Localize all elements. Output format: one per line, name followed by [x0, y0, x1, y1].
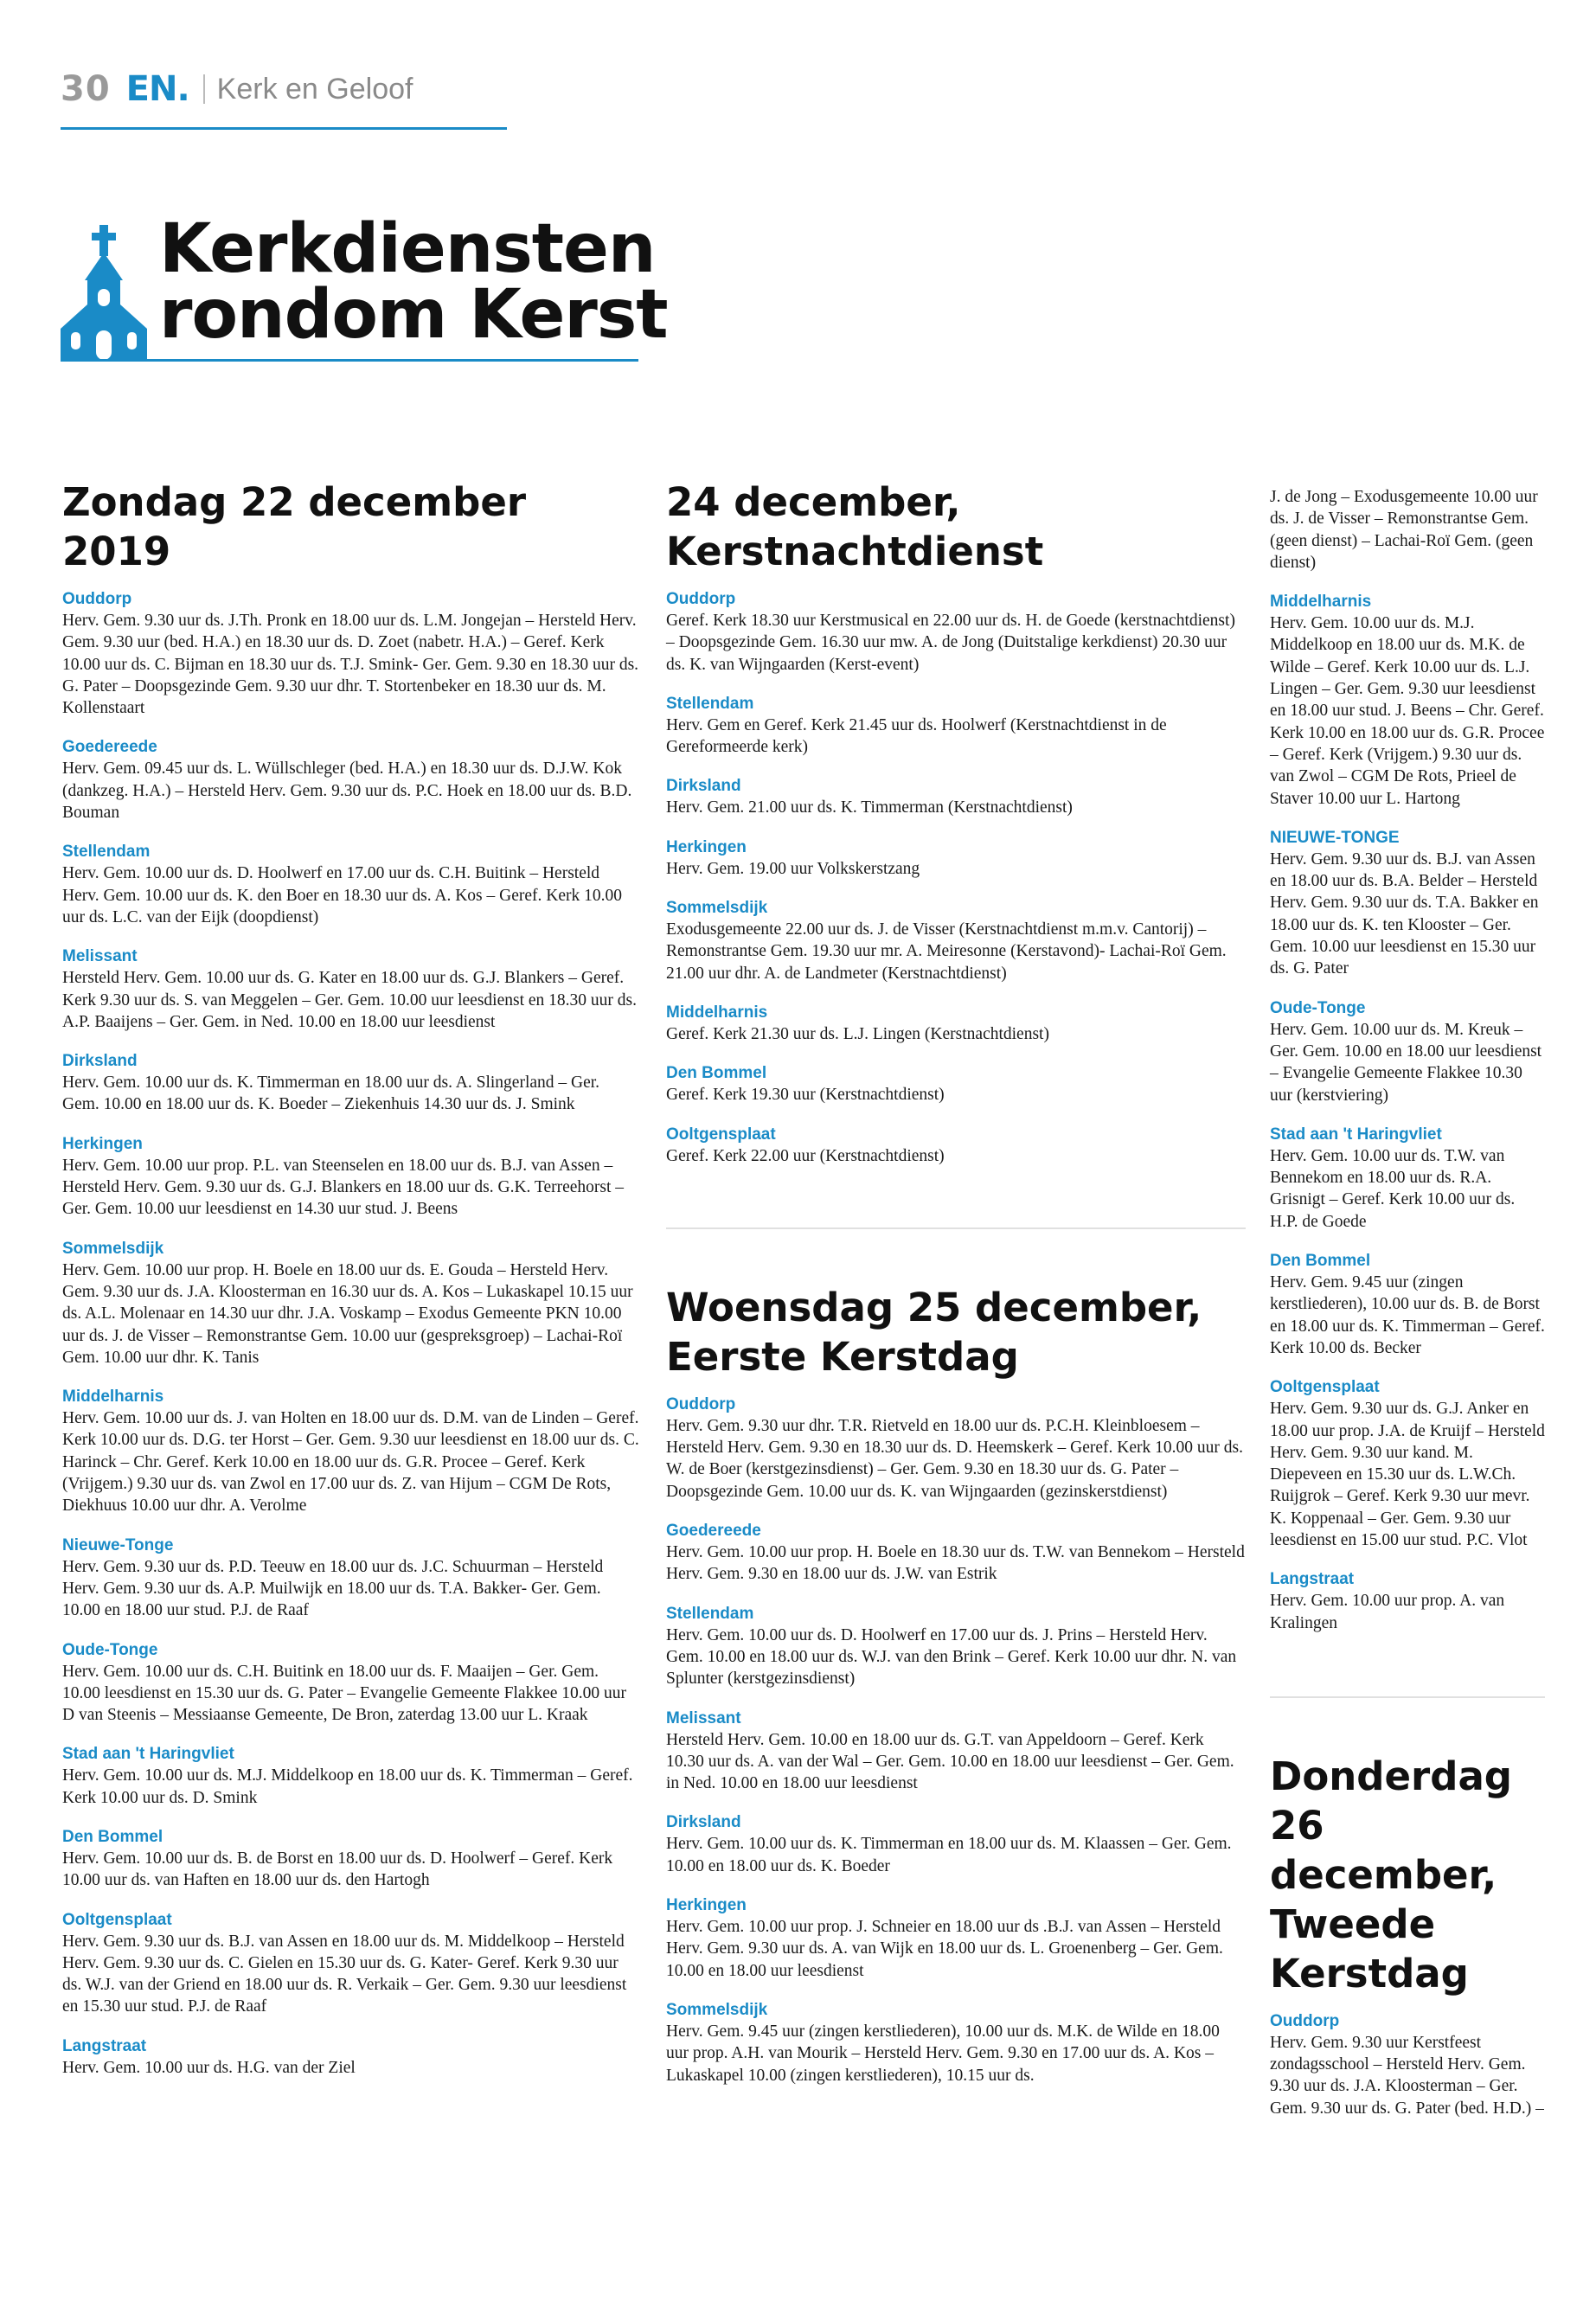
- service-text: Herv. Gem. 9.30 uur ds. G.J. Anker en 18.00 uur prop. J.A. de Kruijf – Hersteld Herv. Gem. 9.30 uur kand. M. Diepeveen en 15.30 uur ds. L.W.Ch. Ruijgrok – Geref. Kerk 9.30 uur mevr. K. Koppenaal – Ger. Gem. 9.30 uur leesdienst en 15.00 uur stud. P.C. Vlot: [1270, 1400, 1545, 1549]
- town-name: Stad aan 't Haringvliet: [62, 1745, 234, 1764]
- list-item: [62, 841, 640, 928]
- heading-line: Donderdag: [1270, 1753, 1513, 1799]
- service-text: Herv. Gem. 9.30 uur dhr. T.R. Rietveld en 18.00 uur ds. P.C.H. Kleinbloesem – Hersteld Herv. Gem. 9.30 en 18.30 uur ds. D. Heemskerk – Geref. Kerk 10.00 uur ds. W. de Boer (kerstgezinsdienst) – Ger. Gem. 9.30 en 18.30 uur ds. G. Pater – Doopsgezinde Gem. 10.00 uur ds. K. van Wijngaarden (gezinskerstdienst): [666, 1416, 1243, 1501]
- town-name: Ooltgensplaat: [62, 1910, 172, 1929]
- heading-christmas-eve: [666, 478, 1246, 576]
- page-title-line-2: rondom Kerst: [159, 276, 668, 354]
- list-item: [666, 1520, 1246, 1586]
- service-text: Herv. Gem. 21.00 uur ds. K. Timmerman (Kerstnachtdienst): [666, 798, 1073, 817]
- title-block: [61, 210, 668, 363]
- town-name: Dirksland: [62, 1052, 138, 1071]
- list-item: [1270, 1250, 1545, 1359]
- service-text: Herv. Gem. 10.00 uur ds. D. Hoolwerf en 17.00 uur ds. J. Prins – Hersteld Herv. Gem. 10.00 en 18.00 uur ds. W.J. van den Brink – Geref. Kerk 10.00 uur dhr. N. van Splunter (kerstgezinsdienst): [666, 1625, 1237, 1689]
- heading-second-christmas-day: [1270, 1752, 1545, 1998]
- brand-logo[interactable]: EN.: [125, 69, 189, 109]
- heading-line: Kerstnachtdienst: [666, 529, 1044, 574]
- column-continued: [1270, 486, 1545, 2137]
- list-item: [666, 836, 1246, 880]
- section-divider: [666, 1227, 1246, 1229]
- service-text: Geref. Kerk 22.00 uur (Kerstnachtdienst): [666, 1146, 945, 1165]
- heading-line: Eerste Kerstdag: [666, 1333, 1019, 1380]
- heading-line: Kerstdag: [1270, 1950, 1469, 1997]
- town-name: Langstraat: [1270, 1570, 1355, 1589]
- service-text: Herv. Gem. 19.00 uur Volkskerstzang: [666, 859, 920, 878]
- town-name: Sommelsdijk: [62, 1239, 164, 1258]
- service-text-continued: J. de Jong – Exodusgemeente 10.00 uur ds. J. de Visser – Remonstrantse Gem. (geen dienst) – Lachai-Roï Gem. (geen dienst): [1270, 488, 1538, 572]
- list-item: [1270, 1376, 1545, 1551]
- town-name: Goedereede: [666, 1522, 761, 1541]
- service-text: Herv. Gem. 9.45 uur (zingen kerstliederen), 10.00 uur ds. M.K. de Wilde en 18.00 uur prop. A.H. van Mourik – Hersteld Herv. Gem. 9.30 en 17.00 uur ds. A. Kos – Lukaskapel 10.00 (zingen kerstliederen), 10.15 uur ds.: [666, 2022, 1220, 2085]
- town-name: Nieuwe-Tonge: [62, 1535, 174, 1554]
- list-item: [666, 775, 1246, 818]
- service-text: Hersteld Herv. Gem. 10.00 en 18.00 uur ds. G.T. van Appeldoorn – Geref. Kerk 10.30 uur ds. A. van der Wal – Ger. Gem. 10.00 en 18.00 uur leesdienst – Ger. Gem. in Ned. 10.00 en 18.00 uur leesdienst: [666, 1730, 1234, 1793]
- town-name: Sommelsdijk: [666, 2000, 768, 2019]
- service-text: Herv. Gem. 9.30 uur ds. B.J. van Assen en 18.00 uur ds. M. Middelkoop – Hersteld Herv. Gem. 9.30 uur ds. C. Gielen en 15.30 uur ds. G. Kater- Geref. Kerk 9.30 uur ds. W.J. van der Griend en 18.00 uur ds. R. Verkaik – Ger. Gem. 9.30 uur leesdienst en 15.30 uur stud. P.J. de Raaf: [62, 1932, 627, 2016]
- list-item: [62, 1639, 640, 1727]
- list-item: [62, 1535, 640, 1622]
- service-text: Herv. Gem. 10.00 uur ds. J. van Holten en 18.00 uur ds. D.M. van de Linden – Geref. Kerk 10.00 uur ds. D.G. ter Horst – Ger. Gem. 9.30 uur leesdienst en 18.00 uur ds. C. Harinck – Chr. Geref. Kerk 10.00 en 18.00 uur ds. G.R. Procee – Geref. Kerk (Vrijgem.) 9.30 uur ds. van Zwol en 17.00 uur ds. Z. van Hijum – CGM De Rots, Diekhuus 10.00 uur dhr. A. Verolme: [62, 1409, 639, 1516]
- list-item: [666, 897, 1246, 984]
- list-item: [666, 693, 1246, 759]
- column-sunday: [62, 478, 640, 2096]
- town-name: Stad aan 't Haringvliet: [1270, 1125, 1442, 1144]
- list-item: [62, 1909, 640, 2018]
- town-name: Dirksland: [666, 1813, 741, 1832]
- list-item: [666, 1062, 1246, 1106]
- list-item: [62, 2035, 640, 2079]
- town-name: Den Bommel: [62, 1827, 163, 1846]
- town-name: Melissant: [62, 947, 138, 966]
- town-name: Stellendam: [666, 1604, 754, 1623]
- list-item: [1270, 1124, 1545, 1233]
- title-rule: [61, 359, 638, 362]
- town-name: Middelharnis: [666, 1003, 768, 1022]
- service-text: Herv. Gem. 10.00 uur prop. H. Boele en 18.00 uur ds. E. Gouda – Hersteld Herv. Gem. 9.30 uur ds. J.A. Kloosterman en 16.30 uur ds. A. Kos – Lukaskapel 10.15 uur ds. A.L. Molenaar en 14.30 uur dhr. J.A. Voskamp – Exodus Gemeente PKN 10.00 uur ds. J. de Visser – Remonstrantse Gem. 10.00 uur (gespreksgroep) – Lachai-Roï Gem. 10.00 uur dhr. K. Tanis: [62, 1260, 633, 1367]
- list-item: [1270, 2010, 1545, 2119]
- town-name: Sommelsdijk: [666, 899, 768, 918]
- town-name: Dirksland: [666, 777, 741, 796]
- masthead-divider: [203, 74, 205, 104]
- service-text: Geref. Kerk 18.30 uur Kerstmusical en 22.00 uur ds. H. de Goede (kerstnachtdienst) – Doopsgezinde Gem. 16.30 uur mw. A. de Jong (Duitstalige kerkdienst) 20.30 uur ds. K. van Wijngaarden (Kerst-event): [666, 612, 1235, 674]
- service-text: Herv. Gem. 10.00 uur ds. M. Kreuk – Ger. Gem. 10.00 en 18.00 uur leesdienst – Evangelie Gemeente Flakkee 10.30 uur (kerstviering): [1270, 1020, 1542, 1105]
- list-item: [1270, 997, 1545, 1106]
- town-name: Ouddorp: [666, 1394, 736, 1413]
- town-name: Ooltgensplaat: [1270, 1378, 1380, 1397]
- heading-line: 26 december,: [1270, 1802, 1497, 1898]
- masthead: [61, 67, 413, 111]
- service-text: Herv. Gem. 10.00 uur ds. H.G. van der Ziel: [62, 2058, 356, 2077]
- service-text: Herv. Gem. 10.00 uur prop. J. Schneier en 18.00 uur ds .B.J. van Assen – Hersteld Herv. Gem. 9.30 uur ds. A. van Wijk en 18.00 uur ds. L. Groenenberg – Ger. Gem. 10.00 en 18.00 uur leesdienst: [666, 1918, 1223, 1980]
- service-text: Geref. Kerk 19.30 uur (Kerstnachtdienst): [666, 1086, 945, 1105]
- town-name: Herkingen: [666, 1896, 747, 1915]
- list-item: [1270, 827, 1545, 980]
- service-text: Herv. Gem. 9.30 uur ds. J.Th. Pronk en 18.00 uur ds. L.M. Jongejan – Hersteld Herv. Gem. 9.30 uur (bed. H.A.) en 18.30 uur ds. D. Zoet (nabetr. H.A.) – Geref. Kerk 10.00 uur ds. C. Bijman en 18.30 uur ds. T.J. Smink- Ger. Gem. 9.30 en 18.30 uur ds. G. Pater – Doopsgezinde Gem. 9.30 uur dhr. T. Stortenbeker en 18.30 uur ds. M. Kollenstaart: [62, 612, 639, 718]
- town-name: Ooltgensplaat: [666, 1125, 776, 1144]
- list-item: [62, 1386, 640, 1516]
- heading-line: Woensdag 25 december,: [666, 1284, 1202, 1330]
- list-item: [666, 1394, 1246, 1503]
- list-item: [1270, 1568, 1545, 1634]
- town-name: Den Bommel: [1270, 1252, 1371, 1271]
- town-name: Stellendam: [62, 843, 151, 862]
- list-item: [62, 1826, 640, 1892]
- service-text: Herv. Gem. 09.45 uur ds. L. Wüllschleger (bed. H.A.) en 18.30 uur ds. D.J.W. Kok (dankzeg. H.A.) – Hersteld Herv. Gem. 9.30 uur ds. P.C. Hoek en 18.00 uur ds. B.D. Bouman: [62, 760, 632, 823]
- town-name: Ouddorp: [1270, 2011, 1340, 2030]
- town-name: NIEUWE-TONGE: [1270, 828, 1400, 847]
- service-text: Herv. Gem. 9.30 uur Kerstfeest zondagsschool – Hersteld Herv. Gem. 9.30 uur ds. J.A. Kloosterman – Ger. Gem. 9.30 uur ds. G. Pater (bed. H.D.) –: [1270, 2033, 1544, 2118]
- town-name: Middelharnis: [1270, 593, 1372, 612]
- list-item: [62, 1238, 640, 1368]
- service-text: Herv. Gem. 9.30 uur ds. P.D. Teeuw en 18.00 uur ds. J.C. Schuurman – Hersteld Herv. Gem. 9.30 uur ds. A.P. Muilwijk en 18.00 uur ds. T.A. Bakker- Ger. Gem. 10.00 en 18.00 uur stud. P.J. de Raaf: [62, 1557, 604, 1620]
- town-name: Langstraat: [62, 2036, 147, 2055]
- list-item: [62, 1133, 640, 1221]
- service-text: Herv. Gem. 10.00 uur prop. H. Boele en 18.30 uur ds. T.W. van Bennekom – Hersteld Herv. Gem. 9.30 en 18.00 uur ds. J.W. van Estrik: [666, 1543, 1245, 1584]
- list-item: [666, 1124, 1246, 1167]
- service-text: Exodusgemeente 22.00 uur ds. J. de Visser (Kerstnachtdienst m.m.v. Cantorij) – Remonstrantse Gem. 19.30 uur mr. A. Meiresonne (Kerstavond)- Lachai-Roï Gem. 21.00 uur dhr. A. de Landmeter (Kerstnachtdienst): [666, 920, 1227, 983]
- list-item: [666, 1811, 1246, 1877]
- list-item: [666, 1708, 1246, 1795]
- service-text: Herv. Gem. 10.00 uur ds. K. Timmerman en 18.00 uur ds. A. Slingerland – Ger. Gem. 10.00 en 18.00 uur ds. K. Boeder – Ziekenhuis 14.30 uur ds. J. Smink: [62, 1074, 600, 1114]
- heading-line: 24 december,: [666, 479, 961, 525]
- town-name: Herkingen: [666, 837, 747, 856]
- service-text: Herv. Gem. 10.00 uur ds. B. de Borst en 18.00 uur ds. D. Hoolwerf – Geref. Kerk 10.00 uur ds. van Haften en 18.00 uur ds. den Hartogh: [62, 1849, 613, 1890]
- service-text: Herv. Gem en Geref. Kerk 21.45 uur ds. Hoolwerf (Kerstnachtdienst in de Gereformeerde kerk): [666, 715, 1167, 757]
- list-item: [666, 1002, 1246, 1045]
- church-icon: [61, 225, 147, 360]
- service-text: Geref. Kerk 21.30 uur ds. L.J. Lingen (Kerstnachtdienst): [666, 1024, 1049, 1043]
- heading-sunday: Zondag 22 december 2019: [62, 479, 527, 574]
- heading-line: Tweede: [1270, 1900, 1436, 1947]
- section-name[interactable]: Kerk en Geloof: [216, 72, 413, 106]
- service-text: Herv. Gem. 10.00 uur ds. C.H. Buitink en 18.00 uur ds. F. Maaijen – Ger. Gem. 10.00 leesdienst en 15.30 uur ds. G. Pater – Evangelie Gemeente Flakkee 10.00 uur D van Steenis – Messiaanse Gemeente, De Bron, zaterdag 13.00 uur L. Kraak: [62, 1662, 627, 1725]
- service-text: Herv. Gem. 10.00 uur ds. D. Hoolwerf en 17.00 uur ds. C.H. Buitink – Hersteld Herv. Gem. 10.00 uur ds. K. den Boer en 18.30 uur ds. A. Kos – Geref. Kerk 10.00 uur ds. L.C. van der Eijk (doopdienst): [62, 864, 622, 926]
- town-name: Oude-Tonge: [62, 1640, 158, 1659]
- town-name: Oude-Tonge: [1270, 998, 1366, 1017]
- masthead-rule: [61, 127, 507, 130]
- town-name: Stellendam: [666, 694, 754, 713]
- service-text: Herv. Gem. 10.00 uur prop. P.L. van Steenselen en 18.00 uur ds. B.J. van Assen – Hersteld Herv. Gem. 9.30 uur ds. G.J. Blankers en 18.00 uur ds. G.K. Terreehorst – Ger. Gem. 10.00 uur leesdienst en 14.30 uur stud. J. Beens: [62, 1156, 625, 1219]
- page-title: [159, 210, 668, 354]
- page-number: 30: [61, 69, 111, 109]
- list-item: [666, 588, 1246, 676]
- list-item: [666, 1999, 1246, 2086]
- list-item: [62, 588, 640, 719]
- town-name: Ouddorp: [62, 590, 132, 608]
- list-item: [62, 736, 640, 824]
- list-item: [62, 1743, 640, 1809]
- service-text: Herv. Gem. 10.00 uur ds. T.W. van Bennekom en 18.00 uur ds. R.A. Grisnigt – Geref. Kerk 10.00 uur ds. H.P. de Goede: [1270, 1146, 1516, 1231]
- column-dec24-dec25: [666, 478, 1246, 2104]
- service-text: Herv. Gem. 9.45 uur (zingen kerstliederen), 10.00 uur ds. B. de Borst en 18.00 uur ds. K. Timmerman – Geref. Kerk 10.00 ds. Becker: [1270, 1273, 1545, 1357]
- town-name: Melissant: [666, 1708, 741, 1727]
- service-text: Herv. Gem. 9.30 uur ds. B.J. van Assen en 18.00 uur ds. B.A. Belder – Hersteld Herv. Gem. 9.30 uur ds. T.A. Bakker en 18.00 uur ds. K. ten Klooster – Ger. Gem. 10.00 uur leesdienst en 15.30 uur ds. G. Pater: [1270, 849, 1539, 978]
- list-item: [1270, 591, 1545, 810]
- list-item: [62, 945, 640, 1033]
- list-item: [62, 1050, 640, 1116]
- town-name: Middelharnis: [62, 1388, 164, 1407]
- town-name: Den Bommel: [666, 1064, 767, 1083]
- service-text: Herv. Gem. 10.00 uur ds. M.J. Middelkoop en 18.00 uur ds. K. Timmerman – Geref. Kerk 10.00 uur ds. D. Smink: [62, 1766, 633, 1807]
- service-text: Hersteld Herv. Gem. 10.00 uur ds. G. Kater en 18.00 uur ds. G.J. Blankers – Geref. Kerk 9.30 uur ds. S. van Meggelen – Ger. Gem. 10.00 uur leesdienst en 18.30 uur ds. A.P. Baaijens – Ger. Gem. in Ned. 10.00 en 18.00 uur leesdienst: [62, 969, 637, 1031]
- service-text: Herv. Gem. 10.00 uur prop. A. van Kralingen: [1270, 1592, 1505, 1632]
- service-text: Herv. Gem. 10.00 uur ds. K. Timmerman en 18.00 uur ds. M. Klaassen – Ger. Gem. 10.00 en 18.00 uur ds. K. Boeder: [666, 1835, 1232, 1875]
- page-title-line-1: Kerkdiensten: [159, 210, 656, 288]
- town-name: Ouddorp: [666, 590, 736, 608]
- list-item: [666, 1894, 1246, 1982]
- heading-first-christmas-day: [666, 1283, 1246, 1381]
- service-text: Herv. Gem. 10.00 uur ds. M.J. Middelkoop en 18.00 uur ds. M.K. de Wilde – Geref. Kerk 10.00 uur ds. L.J. Lingen – Ger. Gem. 9.30 uur leesdienst en 18.00 uur stud. J. Beens – Chr. Geref. Kerk 10.00 en 18.00 uur ds. G.R. Procee – Geref. Kerk (Vrijgem.) 9.30 uur ds. van Zwol – CGM De Rots, Prieel de Staver 10.00 uur L. Hartong: [1270, 614, 1545, 808]
- town-name: Goedereede: [62, 738, 157, 757]
- section-divider: [1270, 1696, 1545, 1698]
- town-name: Herkingen: [62, 1134, 143, 1153]
- list-item: [666, 1603, 1246, 1690]
